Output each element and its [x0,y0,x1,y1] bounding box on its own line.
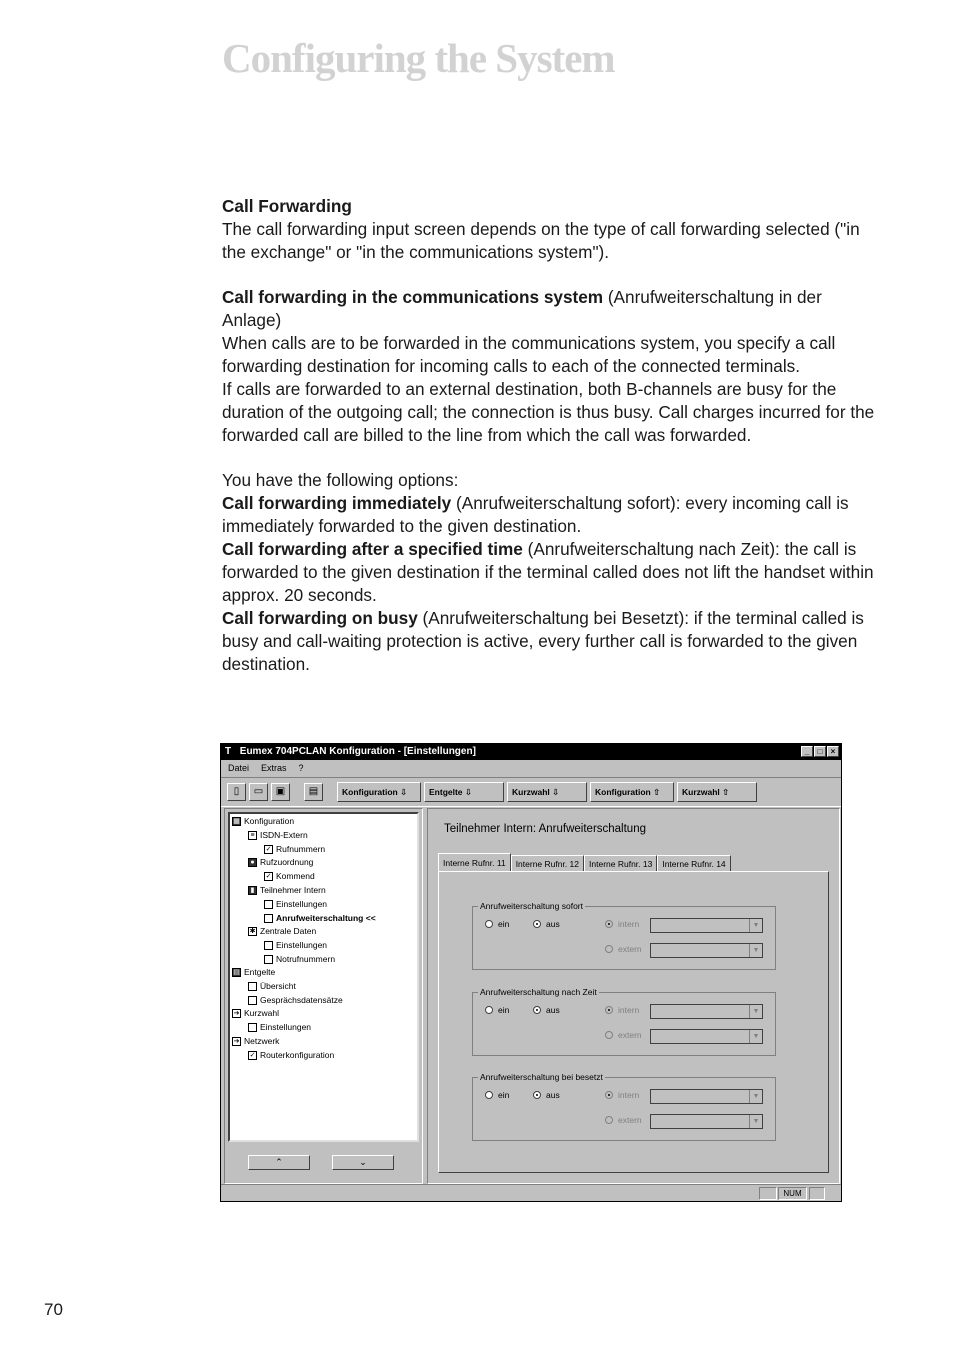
chevron-down-icon: ▼ [749,944,762,957]
tree-item-einstellungen[interactable]: Einstellungen [264,898,327,911]
radio-sofort-intern[interactable]: intern [605,919,639,929]
toolbar [221,777,841,807]
maximize-icon[interactable]: □ [814,746,826,757]
calculator-icon: ▦ [233,818,240,825]
tree-item-kurzwahl[interactable]: ➔ Kurzwahl [233,1008,279,1018]
menu-help[interactable]: ? [298,763,304,773]
system-heading-rest: (Anrufweiterschaltung in der Anlage) [222,287,822,330]
chevron-down-icon: ▼ [749,1005,762,1018]
tree-item-rufnummern[interactable]: ✓ Rufnummern [265,844,326,854]
option-after-time-bold: Call forwarding after a specified time [222,539,523,559]
page-title: Configuring the System [222,35,615,81]
telekom-logo-icon: T [225,746,232,757]
chevron-down-icon: ▼ [749,1030,762,1043]
config-window-screenshot [220,743,842,1202]
tab-strip [438,853,731,871]
combo-zeit-extern[interactable] [650,1029,763,1044]
group-bei-besetzt-label: Anrufweiterschaltung bei besetzt [480,1072,603,1082]
page-icon [248,982,257,991]
menu-bar [221,760,841,777]
tree-item-zentrale-daten[interactable]: ✱ Zentrale Daten [249,926,317,936]
radio-zeit-extern[interactable]: extern [605,1030,642,1040]
tree-item-kommend[interactable]: ✓ Kommend [265,871,315,881]
group-nach-zeit [472,987,776,1056]
panel-title: Teilnehmer Intern: Anrufweiterschaltung [444,823,646,835]
heading-call-forwarding: Call Forwarding [222,196,352,216]
tree-item-rufzuordnung[interactable]: ● Rufzuordnung [248,856,313,869]
combo-besetzt-extern[interactable] [650,1114,763,1129]
combo-zeit-intern[interactable] [650,1004,763,1019]
tree-item-notrufnummern[interactable]: Notrufnummern [264,953,335,966]
upload-entgelte-button[interactable]: Entgelte ⇩ [424,782,504,802]
intro-paragraph: The call forwarding input screen depends on the type of call forwarding selected ("in the exchange" or "in the communications system"). [222,219,860,262]
option-on-busy-rest: (Anrufweiterschaltung bei Besetzt): if the terminal called is busy and call-waiting protection is active, every further call is forwarded to the given destination. [222,608,864,674]
page-number: 70 [44,1300,63,1319]
radio-sofort-ein[interactable]: ein [485,919,509,929]
close-icon[interactable]: × [827,746,839,757]
radio-zeit-intern[interactable]: intern [605,1005,639,1015]
checked-page-icon: ✓ [265,846,272,853]
radio-besetzt-aus[interactable]: aus [533,1090,560,1100]
speed-dial-icon: ➔ [233,1010,240,1017]
radio-besetzt-extern[interactable]: extern [605,1115,642,1125]
system-heading-bold: Call forwarding in the communications system [222,287,604,307]
page-icon [264,914,273,923]
status-field-blank-2 [809,1187,825,1200]
tree-item-routerkonfiguration[interactable]: ✓ Routerkonfiguration [249,1050,335,1060]
checked-page-icon: ✓ [249,1052,256,1059]
config-tree [228,812,419,1142]
users-icon: ▮ [248,886,257,895]
charges-icon: ▤ [233,969,240,976]
combo-besetzt-intern[interactable] [650,1089,763,1104]
upload-kurzwahl-button[interactable]: Kurzwahl ⇩ [507,782,587,802]
radio-sofort-extern[interactable]: extern [605,944,642,954]
window-titlebar [221,744,841,760]
tab-interne-rufnr-12[interactable]: Interne Rufnr. 12 [511,855,584,871]
new-file-icon[interactable]: ▯ [227,783,246,801]
tree-item-netzwerk[interactable]: ➔ Netzwerk [233,1036,280,1046]
minimize-icon[interactable]: _ [801,746,813,757]
group-sofort-label: Anrufweiterschaltung sofort [480,901,583,911]
tree-item-uebersicht[interactable]: Übersicht [248,980,296,993]
tree-item-entgelte[interactable]: ▤ Entgelte [233,967,276,977]
tab-body [438,871,829,1173]
page-icon [248,996,257,1005]
print-icon[interactable]: ▤ [304,783,323,801]
status-num: NUM [778,1187,807,1200]
option-immediately-bold: Call forwarding immediately [222,493,452,513]
nav-down-button[interactable]: ⌄ [332,1155,394,1170]
page-icon [264,900,273,909]
tree-item-anrufweiterschaltung[interactable]: Anrufweiterschaltung << [264,912,376,925]
navigation-pane [224,808,423,1184]
page-icon [248,1023,257,1032]
system-paragraph-1: When calls are to be forwarded in the communications system, you specify a call forwarding destination for incoming calls to each of the connected terminals. [222,333,836,376]
isdn-icon: ≡ [248,831,257,840]
menu-datei[interactable]: Datei [228,763,250,773]
option-after-time-rest: (Anrufweiterschaltung nach Zeit): the call is forwarded to the given destination if the terminal called does not lift the handset within approx. 20 seconds. [222,539,874,605]
combo-sofort-intern[interactable] [650,918,763,933]
tab-interne-rufnr-13[interactable]: Interne Rufnr. 13 [584,855,657,871]
radio-sofort-aus[interactable]: aus [533,919,560,929]
option-on-busy-bold: Call forwarding on busy [222,608,418,628]
chevron-down-icon: ▼ [749,919,762,932]
group-nach-zeit-label: Anrufweiterschaltung nach Zeit [480,987,597,997]
body-text [222,195,877,676]
system-paragraph-2: If calls are forwarded to an external destination, both B-channels are busy for the duration of the outgoing call; the connection is thus busy. Call charges incurred for the forwarded call are billed to the line from which the call was forwarded. [222,379,875,445]
tree-item-isdn-extern[interactable]: ≡ ISDN-Extern [248,829,308,842]
radio-besetzt-ein[interactable]: ein [485,1090,509,1100]
download-konfiguration-button[interactable]: Konfiguration ⇧ [590,782,674,802]
checked-page-icon: ✓ [265,873,272,880]
system-heading [222,286,877,332]
option-immediately-rest: (Anrufweiterschaltung sofort): every incoming call is immediately forwarded to the given destination. [222,493,849,536]
group-sofort [472,901,776,970]
radio-zeit-aus[interactable]: aus [533,1005,560,1015]
radio-zeit-ein[interactable]: ein [485,1005,509,1015]
tree-item-teilnehmer-intern[interactable]: ▮ Teilnehmer Intern [248,884,326,897]
tab-interne-rufnr-11[interactable]: Interne Rufnr. 11 [438,853,511,871]
menu-extras[interactable]: Extras [261,763,287,773]
page-icon [264,941,273,950]
phone-icon: ● [248,858,257,867]
window-title: Eumex 704PCLAN Konfiguration - [Einstellungen] [239,746,476,757]
tree-item-konfiguration[interactable]: ▦ Konfiguration [233,816,295,826]
open-folder-icon[interactable]: ▭ [249,783,268,801]
download-kurzwahl-button[interactable]: Kurzwahl ⇧ [677,782,757,802]
option-immediately [222,492,877,538]
status-field-blank [759,1187,777,1200]
gear-icon: ✱ [249,928,256,935]
network-icon: ➔ [233,1038,240,1045]
tab-interne-rufnr-14[interactable]: Interne Rufnr. 14 [657,855,730,871]
settings-pane [427,808,840,1184]
upload-konfiguration-button[interactable]: Konfiguration ⇩ [337,782,421,802]
tree-item-einstellungen-kurzwahl[interactable]: Einstellungen [248,1021,311,1034]
options-intro: You have the following options: [222,470,459,490]
combo-sofort-extern[interactable] [650,943,763,958]
chevron-down-icon: ▼ [749,1090,762,1103]
tree-item-einstellungen-zentral[interactable]: Einstellungen [264,939,327,952]
option-on-busy [222,607,877,676]
option-after-time [222,538,877,607]
page-icon [264,955,273,964]
group-bei-besetzt [472,1072,776,1141]
save-icon[interactable]: ▣ [271,783,290,801]
radio-besetzt-intern[interactable]: intern [605,1090,639,1100]
status-bar [221,1184,841,1201]
tree-item-gespraechsdatensaetze[interactable]: Gesprächsdatensätze [248,994,343,1007]
nav-up-button[interactable]: ⌃ [248,1155,310,1170]
chevron-down-icon: ▼ [749,1115,762,1128]
